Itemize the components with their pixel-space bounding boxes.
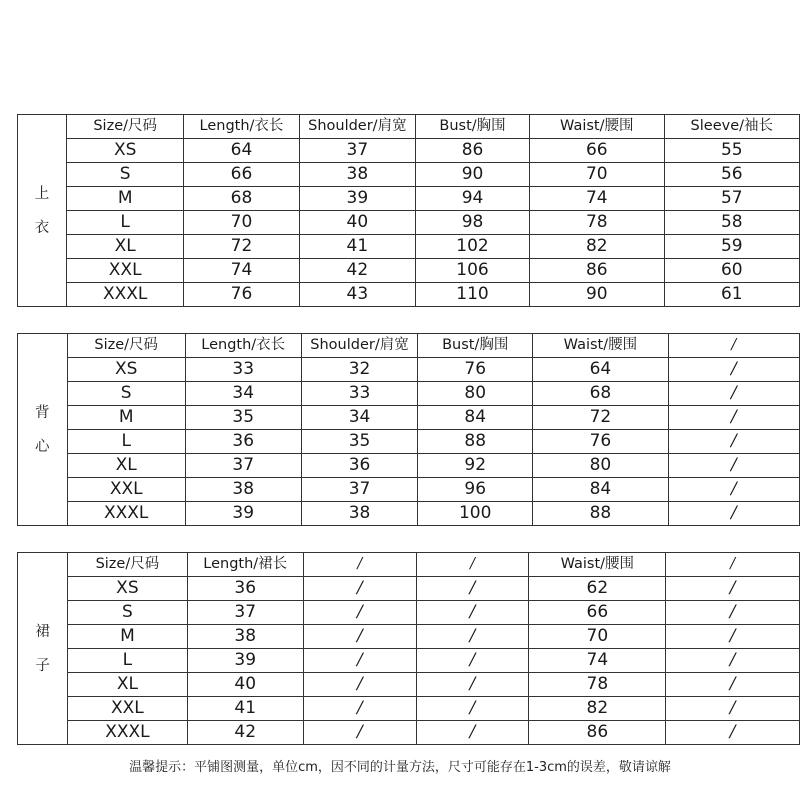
value-cell: / (668, 478, 799, 502)
value-cell: 84 (418, 406, 533, 430)
value-cell: 40 (299, 211, 415, 235)
value-cell: 94 (416, 187, 530, 211)
value-cell: 98 (416, 211, 530, 235)
top-size-table (17, 114, 800, 307)
size-cell: XL (68, 673, 187, 697)
value-cell: 36 (185, 430, 301, 454)
value-cell: / (416, 625, 529, 649)
value-cell: 42 (187, 721, 303, 745)
size-cell: XXXL (68, 721, 187, 745)
value-cell: 66 (529, 601, 666, 625)
table-row (18, 283, 800, 307)
category-char: 背 (35, 404, 50, 421)
column-header: Shoulder/肩宽 (301, 334, 418, 358)
column-header: Length/衣长 (184, 115, 299, 139)
table-row (18, 577, 800, 601)
category-label (18, 553, 68, 745)
value-cell: 33 (185, 358, 301, 382)
value-cell: 80 (418, 382, 533, 406)
value-cell: 61 (664, 283, 799, 307)
table-row (18, 454, 800, 478)
value-cell: 70 (529, 625, 666, 649)
value-cell: 55 (664, 139, 799, 163)
value-cell: 33 (301, 382, 418, 406)
value-cell: 36 (301, 454, 418, 478)
column-header: Size/尺码 (67, 334, 185, 358)
value-cell: / (303, 601, 416, 625)
column-header: Shoulder/肩宽 (299, 115, 415, 139)
value-cell: 43 (299, 283, 415, 307)
value-cell: 90 (416, 163, 530, 187)
table-row (18, 673, 800, 697)
size-cell: M (67, 406, 185, 430)
column-header: Waist/腰围 (529, 553, 666, 577)
value-cell: 34 (301, 406, 418, 430)
value-cell: 62 (529, 577, 666, 601)
value-cell: / (666, 697, 800, 721)
value-cell: 82 (529, 697, 666, 721)
column-header: / (666, 553, 800, 577)
value-cell: / (666, 577, 800, 601)
value-cell: / (416, 577, 529, 601)
value-cell: 88 (418, 430, 533, 454)
value-cell: 78 (529, 673, 666, 697)
value-cell: 110 (416, 283, 530, 307)
value-cell: 86 (529, 721, 666, 745)
value-cell: 76 (184, 283, 299, 307)
table-row (18, 721, 800, 745)
value-cell: / (666, 601, 800, 625)
category-char: 上 (34, 185, 50, 202)
table-row (18, 259, 800, 283)
size-cell: XS (68, 577, 187, 601)
value-cell: 64 (184, 139, 299, 163)
value-cell: 68 (533, 382, 669, 406)
value-cell: 41 (299, 235, 415, 259)
size-cell: XXXL (67, 283, 184, 307)
value-cell: 106 (416, 259, 530, 283)
value-cell: 68 (184, 187, 299, 211)
table-row (18, 358, 800, 382)
value-cell: 39 (299, 187, 415, 211)
value-cell: 90 (529, 283, 664, 307)
table-row (18, 187, 800, 211)
column-header: Size/尺码 (67, 115, 184, 139)
value-cell: 84 (533, 478, 669, 502)
value-cell: 39 (187, 649, 303, 673)
size-cell: XL (67, 454, 185, 478)
column-header: / (303, 553, 416, 577)
column-header: Waist/腰围 (533, 334, 669, 358)
category-label (18, 115, 67, 307)
value-cell: 32 (301, 358, 418, 382)
value-cell: 38 (187, 625, 303, 649)
size-cell: M (68, 625, 187, 649)
value-cell: 102 (416, 235, 530, 259)
value-cell: / (303, 673, 416, 697)
value-cell: 88 (533, 502, 669, 526)
value-cell: / (668, 382, 799, 406)
value-cell: / (303, 697, 416, 721)
value-cell: / (416, 649, 529, 673)
value-cell: 74 (529, 187, 664, 211)
value-cell: 66 (529, 139, 664, 163)
category-char: 子 (35, 657, 50, 674)
header-row (18, 115, 800, 139)
value-cell: 37 (301, 478, 418, 502)
value-cell: 60 (664, 259, 799, 283)
table-row (18, 697, 800, 721)
value-cell: / (668, 406, 799, 430)
value-cell: / (416, 697, 529, 721)
value-cell: / (668, 358, 799, 382)
value-cell: 76 (418, 358, 533, 382)
size-cell: XL (67, 235, 184, 259)
value-cell: 57 (664, 187, 799, 211)
size-cell: L (67, 211, 184, 235)
value-cell: 100 (418, 502, 533, 526)
value-cell: 70 (529, 163, 664, 187)
table-row (18, 601, 800, 625)
table-row (18, 139, 800, 163)
table-row (18, 211, 800, 235)
size-cell: XXL (67, 478, 185, 502)
value-cell: / (668, 430, 799, 454)
value-cell: 34 (185, 382, 301, 406)
table-row (18, 502, 800, 526)
value-cell: / (416, 673, 529, 697)
value-cell: 72 (533, 406, 669, 430)
value-cell: 40 (187, 673, 303, 697)
vest-size-table (17, 333, 800, 526)
value-cell: 78 (529, 211, 664, 235)
value-cell: 35 (301, 430, 418, 454)
value-cell: / (666, 625, 800, 649)
skirt-size-table (17, 552, 800, 745)
value-cell: 37 (187, 601, 303, 625)
table-row (18, 163, 800, 187)
table-row (18, 478, 800, 502)
size-cell: L (68, 649, 187, 673)
value-cell: 92 (418, 454, 533, 478)
size-cell: XS (67, 358, 185, 382)
value-cell: 39 (185, 502, 301, 526)
header-row (18, 553, 800, 577)
value-cell: 56 (664, 163, 799, 187)
value-cell: / (303, 721, 416, 745)
value-cell: / (303, 577, 416, 601)
value-cell: 76 (533, 430, 669, 454)
value-cell: / (668, 454, 799, 478)
category-char: 裙 (35, 623, 50, 640)
value-cell: / (416, 721, 529, 745)
value-cell: 59 (664, 235, 799, 259)
value-cell: / (303, 649, 416, 673)
category-char: 衣 (34, 219, 50, 236)
value-cell: 41 (187, 697, 303, 721)
value-cell: 74 (529, 649, 666, 673)
size-cell: S (68, 601, 187, 625)
size-cell: S (67, 382, 185, 406)
size-cell: XXL (67, 259, 184, 283)
value-cell: 36 (187, 577, 303, 601)
category-label (18, 334, 68, 526)
measurement-note: 温馨提示：平铺图测量，单位cm，因不同的计量方法，尺寸可能存在1-3cm的误差，敬请谅解 (129, 760, 671, 775)
value-cell: / (303, 625, 416, 649)
value-cell: / (666, 673, 800, 697)
size-cell: XS (67, 139, 184, 163)
size-cell: M (67, 187, 184, 211)
size-cell: XXXL (67, 502, 185, 526)
value-cell: 82 (529, 235, 664, 259)
value-cell: 38 (301, 502, 418, 526)
value-cell: 86 (416, 139, 530, 163)
table-row (18, 625, 800, 649)
value-cell: / (668, 502, 799, 526)
column-header: Bust/胸围 (416, 115, 530, 139)
category-char: 心 (35, 438, 50, 455)
value-cell: 70 (184, 211, 299, 235)
column-header: / (416, 553, 529, 577)
header-row (18, 334, 800, 358)
table-row (18, 649, 800, 673)
value-cell: 38 (299, 163, 415, 187)
size-cell: S (67, 163, 184, 187)
size-cell: L (67, 430, 185, 454)
column-header: Length/裙长 (187, 553, 303, 577)
table-row (18, 382, 800, 406)
column-header: / (668, 334, 799, 358)
value-cell: 42 (299, 259, 415, 283)
value-cell: 72 (184, 235, 299, 259)
table-row (18, 430, 800, 454)
size-cell: XXL (68, 697, 187, 721)
column-header: Bust/胸围 (418, 334, 533, 358)
value-cell: 37 (299, 139, 415, 163)
value-cell: 38 (185, 478, 301, 502)
value-cell: 74 (184, 259, 299, 283)
column-header: Sleeve/袖长 (664, 115, 799, 139)
value-cell: 37 (185, 454, 301, 478)
value-cell: 35 (185, 406, 301, 430)
value-cell: / (666, 649, 800, 673)
table-row (18, 235, 800, 259)
value-cell: 64 (533, 358, 669, 382)
value-cell: 58 (664, 211, 799, 235)
table-row (18, 406, 800, 430)
column-header: Size/尺码 (68, 553, 187, 577)
column-header: Waist/腰围 (529, 115, 664, 139)
value-cell: 80 (533, 454, 669, 478)
value-cell: 86 (529, 259, 664, 283)
value-cell: / (666, 721, 800, 745)
value-cell: 66 (184, 163, 299, 187)
value-cell: / (416, 601, 529, 625)
column-header: Length/衣长 (185, 334, 301, 358)
value-cell: 96 (418, 478, 533, 502)
